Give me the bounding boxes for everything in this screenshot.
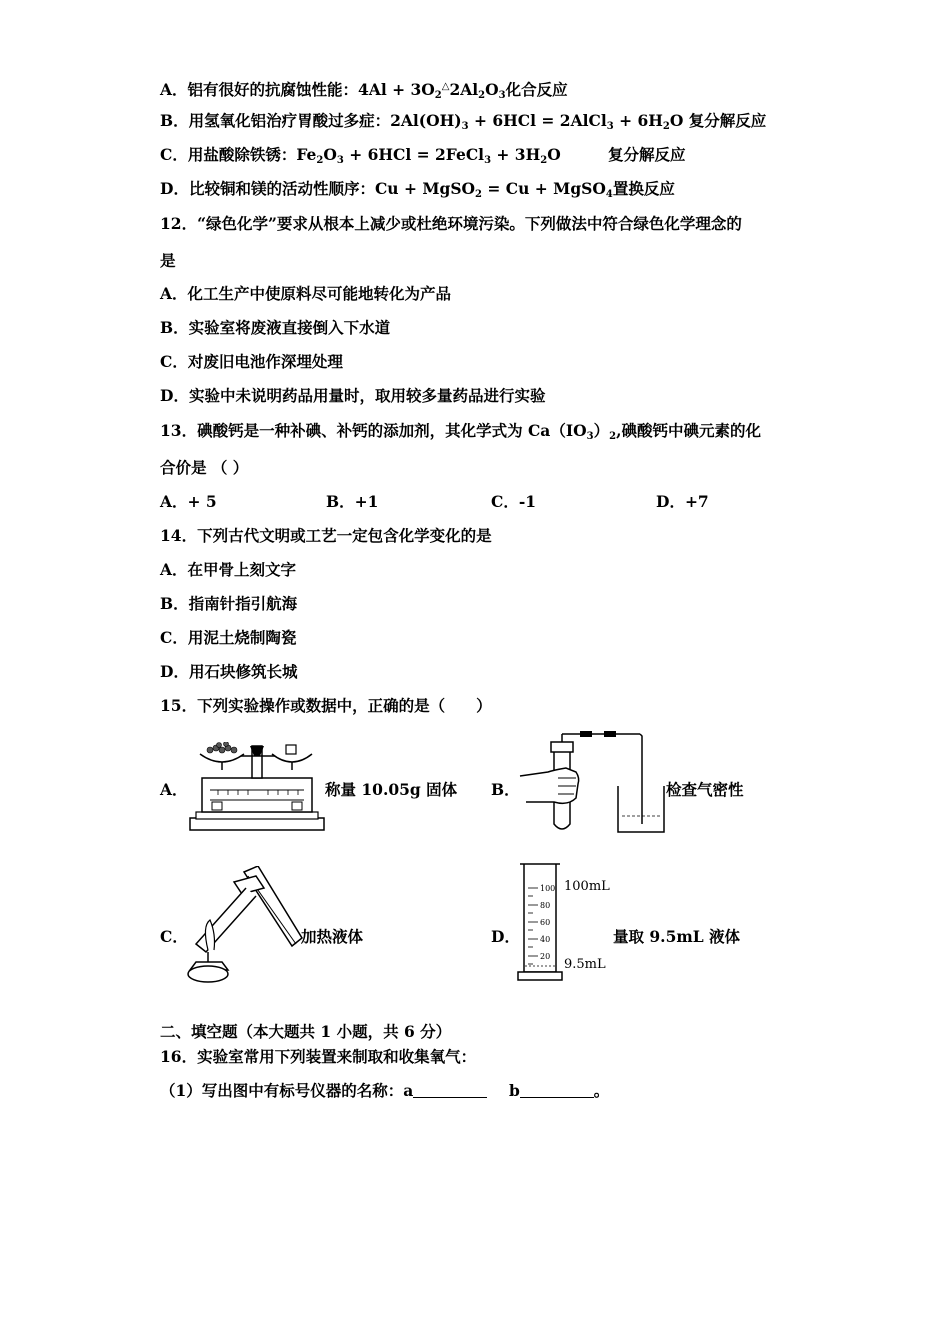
q15-d-letter: D．: [491, 927, 520, 946]
q13-option-b: B．+1: [326, 492, 379, 511]
q15-a-letter: A．: [160, 780, 188, 799]
q16-stem: 16．实验室常用下列装置来制取和收集氧气：: [160, 1047, 477, 1066]
q16-part1: （1）写出图中有标号仪器的名称：a b 。: [160, 1081, 610, 1100]
q14-option-a: A．在甲骨上刻文字: [160, 560, 297, 579]
q14-option-b: B．指南针指引航海: [160, 594, 298, 613]
q11-option-a: A．铝有很好的抗腐蚀性能：$4Al + 3O_2^\triangle 2Al_2O_3$化合反应: [160, 80, 568, 101]
cylinder-label-100ml: 100mL: [564, 879, 610, 894]
q13-option-c: C．-1: [491, 492, 537, 511]
cylinder-label-9-5ml: 9.5mL: [564, 957, 606, 972]
cylinder-tick-100: 100: [540, 884, 556, 893]
q14-stem: 14．下列古代文明或工艺一定包含化学变化的是: [160, 526, 492, 545]
q15-c-caption: 加热液体: [301, 927, 364, 946]
answer-blank-a[interactable]: [413, 1083, 487, 1098]
cylinder-tick-60: 60: [540, 918, 551, 927]
cylinder-tick-80: 80: [540, 901, 551, 910]
q15-a-caption: 称量 10.05g 固体: [325, 780, 458, 799]
section2-title: 二、填空题（本大题共 1 小题，共 6 分）: [160, 1022, 452, 1041]
heating-figure: [186, 866, 304, 984]
graduated-cylinder-figure: [516, 858, 616, 984]
answer-blank-b[interactable]: [520, 1083, 594, 1098]
q12-stem-line1: 12．“绿色化学”要求从根本上减少或杜绝环境污染。下列做法中符合绿色化学理念的: [160, 214, 742, 233]
q15-b-caption: 检查气密性: [666, 780, 744, 799]
q14-option-c: C．用泥土烧制陶瓷: [160, 628, 297, 647]
q15-d-caption: 量取 9.5mL 液体: [613, 927, 741, 946]
cylinder-tick-40: 40: [540, 935, 551, 944]
q15-b-letter: B．: [491, 780, 520, 799]
q12-option-b: B．实验室将废液直接倒入下水道: [160, 318, 391, 337]
airtightness-figure: [518, 728, 668, 838]
q15-c-letter: C．: [160, 927, 188, 946]
q11-option-c-type: 复分解反应: [608, 145, 686, 164]
cylinder-tick-20: 20: [540, 952, 551, 961]
q14-option-d: D．用石块修筑长城: [160, 662, 298, 681]
q12-option-c: C．对废旧电池作深埋处理: [160, 352, 343, 371]
q11-option-c: C．用盐酸除铁锈：$Fe_2O_3 + 6HCl$ = 2FeCl$_3$ + $3H_2O$: [160, 145, 561, 166]
q12-stem-line2: 是: [160, 251, 176, 270]
q13-stem-line1: 13．碘酸钙是一种补碘、补钙的添加剂，其化学式为 $Ca(IO_3)_2$,碘酸钙中碘元素的化: [160, 421, 761, 442]
q15-stem: 15．下列实验操作或数据中，正确的是（ ）: [160, 696, 492, 715]
q13-option-d: D．+7: [656, 492, 709, 511]
balance-figure: [188, 742, 326, 834]
q11-option-d: D．比较铜和镁的活动性顺序：Cu + MgSO$_2$ = Cu + MgSO$_4$置换反应: [160, 179, 675, 200]
q11-option-b: B．用氢氧化铝治疗胃酸过多症：$2Al(OH)_3 + 6HCl$ = 2AlCl$_3$ + $6H_2O$ 复分解反应: [160, 111, 767, 132]
q12-option-a: A．化工生产中使原料尽可能地转化为产品: [160, 284, 452, 303]
q13-option-a: A．+ 5: [160, 492, 217, 511]
q12-option-d: D．实验中未说明药品用量时，取用较多量药品进行实验: [160, 386, 546, 405]
q13-stem-line2: 合价是 （ ）: [160, 458, 249, 477]
